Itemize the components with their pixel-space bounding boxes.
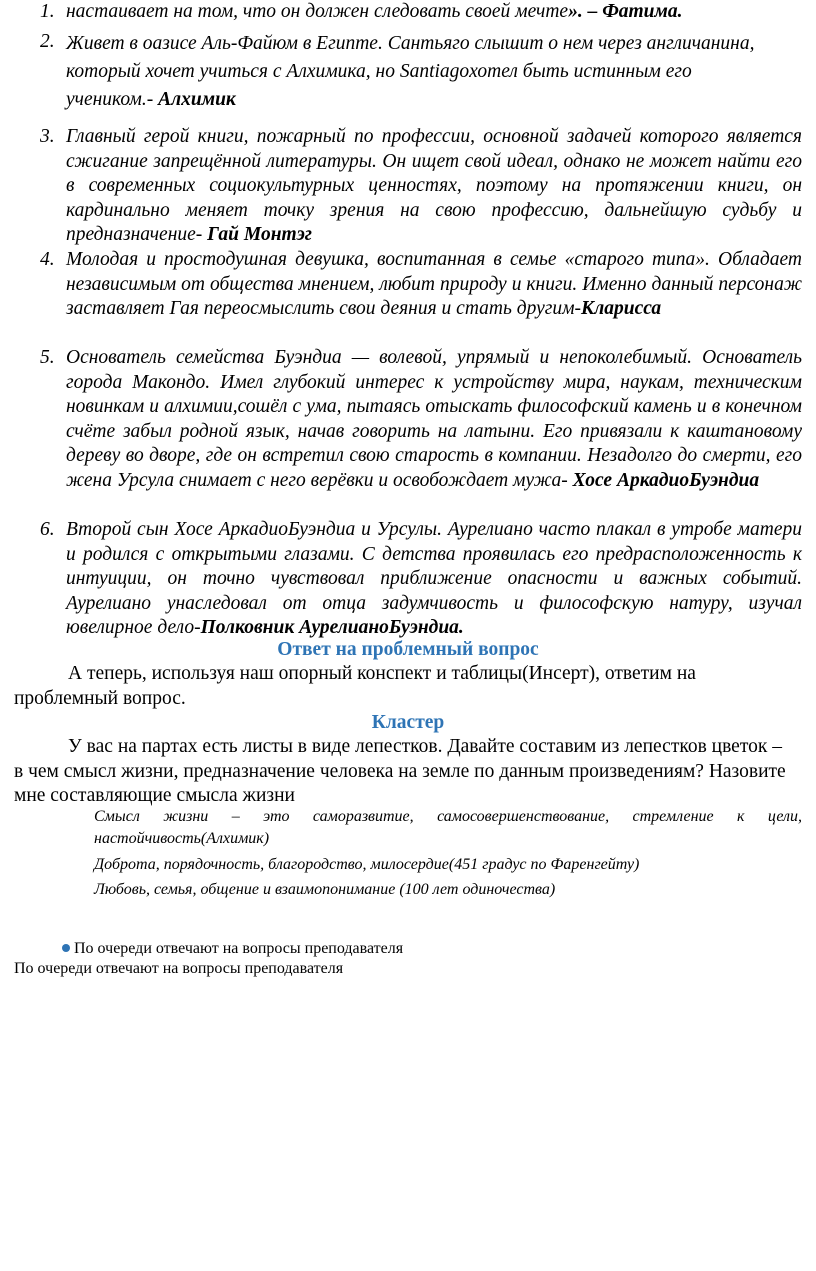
item-answer: Хосе АркадиоБуэндиа: [567, 469, 760, 491]
list-item: [40, 30, 760, 114]
item-tail: ». –: [568, 1, 598, 22]
list-item: [40, 125, 802, 248]
heading-cluster: Кластер: [371, 712, 445, 733]
cluster-line: Любовь, семья, общение и взаимопонимание (100 лет одиночества): [94, 881, 556, 898]
list-item: [40, 248, 802, 322]
item-answer: Полковник АурелианоБуэндиа.: [200, 617, 464, 638]
item-text: Главный герой книги, пожарный по профессии, основной задачей которого является сжигание запрещённой литературы. Он ищет свой идеал, однако не может найти его в современных социокультурных ценностях, поэтому на протяжении книги, он кардинально меняет точку зрения на свою профессию, дальнейшую судьбу и предназначение-: [66, 126, 802, 245]
list-item: [40, 346, 802, 493]
item-number: 5.: [40, 347, 55, 368]
item-text: Основатель семейства Буэндиа — волевой, упрямый и непоколебимый. Основатель города Макондо. Имел глубокий интерес к устройству мира, наукам, техническим новинкам и алхимии,сошёл с ума, пытаясь отыскать философский камень и в конечном счёте забыл родной язык, начав говорить на латыни. Его привязали к каштановому дереву во дворе, где он встретил свою старость в компании. Незадолго до смерти, его жена Урсула снимает с него верёвки и освобождает мужа-: [66, 347, 802, 491]
item-answer: Алхимик: [153, 89, 236, 110]
item-text: Живет в оазисе Аль-Файюм в Египте. Сантьяго слышит о нем через англичанина, который хочет учиться с Алхимика, но Santiagoхотел быть истинным его учеником.-: [66, 33, 755, 110]
list-item: [40, 0, 802, 25]
item-text: настаивает на том, что он должен следовать своей мечте: [66, 1, 569, 22]
paragraph-cluster: У вас на партах есть листы в виде лепестков. Давайте составим из лепестков цветок – в чем смысл жизни, предназначение человека на земле по данным произведениям? Назовите мне составляющие смысла жизни: [14, 736, 786, 806]
heading-problem: Ответ на проблемный вопрос: [277, 639, 539, 660]
plain-text-line: По очереди отвечают на вопросы преподавателя: [14, 960, 344, 977]
cluster-line: Смысл жизни – это саморазвитие, самосовершенствование, стремление к цели, настойчивость(Алхимик): [94, 808, 802, 847]
list-item: [40, 518, 802, 641]
item-answer: Кларисса: [581, 298, 662, 319]
item-answer: Гай Монтэг: [202, 224, 313, 245]
cluster-line: Доброта, порядочность, благородство, милосердие(451 градус по Фаренгейту): [94, 856, 640, 873]
item-number: 1.: [40, 1, 55, 22]
bullet-icon: [62, 944, 70, 952]
item-answer: Фатима.: [597, 1, 683, 22]
item-number: 3.: [40, 126, 55, 147]
item-number: 2.: [40, 31, 55, 52]
item-number: 6.: [40, 519, 55, 540]
paragraph-problem: А теперь, используя наш опорный конспект и таблицы(Инсерт), ответим на проблемный вопрос.: [14, 663, 696, 709]
item-text: Второй сын Хосе АркадиоБуэндиа и Урсулы. Аурелиано часто плакал в утробе матери и родился с открытыми глазами. С детства проявилась его предрасположенность к интуиции, он точно чувствовал приближение опасности и важных событий. Аурелиано унаследовал от отца задумчивость и философскую натуру, изучал ювелирное дело-: [66, 519, 802, 638]
item-number: 4.: [40, 249, 55, 270]
bullet-text: По очереди отвечают на вопросы преподавателя: [74, 940, 404, 957]
item-text: Молодая и простодушная девушка, воспитанная в семье «старого типа». Обладает независимым от общества мнением, любит природу и книги. Именно данный персонаж заставляет Гая переосмыслить свои деяния и стать другим-: [66, 249, 802, 319]
bullet-item: [62, 939, 403, 959]
